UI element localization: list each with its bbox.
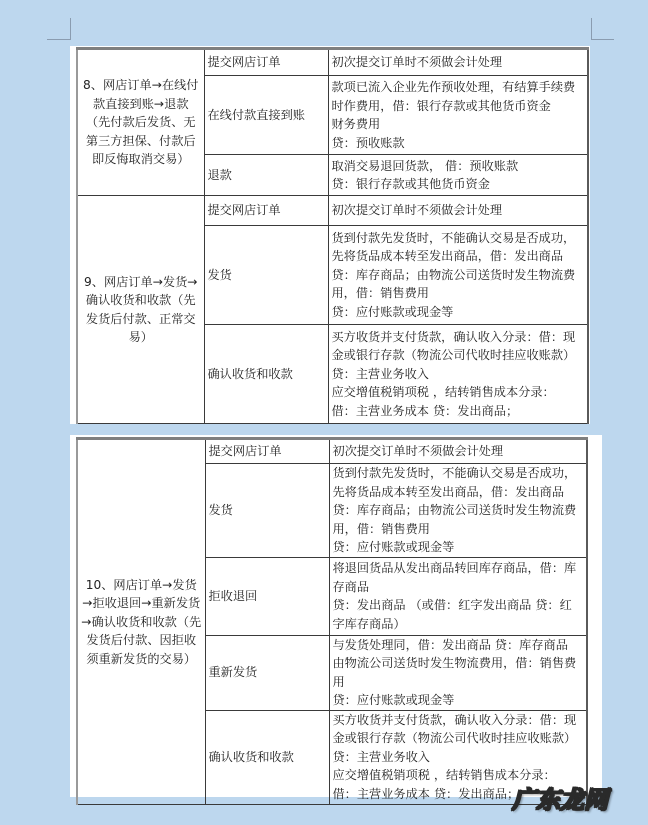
scenario-title: 10、网店订单→发货→拒收退回→重新发货→确认收货和收款（先发货后付款、因拒收须重新发货的交易） [77, 439, 205, 805]
site-watermark: 广东龙网 [512, 786, 608, 814]
step-description [328, 226, 588, 325]
step-description [329, 439, 587, 464]
table-row [77, 439, 587, 464]
accounting-table-page-2 [76, 437, 588, 805]
step-name: 发货 [205, 464, 329, 558]
step-name: 发货 [204, 226, 328, 325]
step-description [328, 76, 588, 155]
step-description [328, 155, 588, 196]
description-line: 货到付款先发货时，不能确认交易是否成功，先将货品成本转至发出商品，借：发出商品 [331, 230, 576, 264]
description-line: 与发货处理同，借：发出商品 贷：库存商品 [332, 637, 568, 652]
description-line: 贷：银行存款或其他货币资金 [331, 177, 490, 191]
description-line: 贷：预收账款 [331, 135, 405, 150]
description-line: 贷：主营业务收入 [332, 749, 430, 764]
step-name: 确认收货和收款 [205, 710, 329, 804]
step-name: 提交网店订单 [205, 439, 329, 464]
step-description [328, 196, 588, 226]
step-description [329, 464, 587, 558]
description-line: 贷：库存商品；由物流公司送货时发生物流费用，借：销售费用 [332, 503, 577, 536]
description-line: 贷：应付账款或现金等 [332, 693, 455, 707]
step-description [328, 325, 588, 424]
description-line: 贷：库存商品；由物流公司送货时发生物流费用，借：销售费用 [331, 267, 576, 301]
description-line: 贷：应付账款或现金等 [331, 304, 454, 319]
scenario-title: 9、网店订单→发货→确认收货和收款（先发货后付款、正常交易） [77, 196, 204, 424]
step-description [328, 49, 588, 76]
description-line: 初次提交订单时不须做会计处理 [332, 444, 504, 459]
step-description [329, 557, 587, 635]
description-line: 应交增值税销项税 ，结转销售成本分录： [331, 385, 555, 400]
description-line: 由物流公司送货时发生物流费用，借：销售费用 [332, 656, 577, 689]
description-line: 买方收货并支付货款，确认收入分录：借：现金或银行存款（物流公司代收时挂应收账款） [331, 329, 576, 363]
table-row [77, 196, 588, 226]
description-line: 货到付款先发货时，不能确认交易是否成功，先将货品成本转至发出商品，借：发出商品 [332, 466, 577, 499]
document-page-1 [70, 46, 590, 424]
accounting-table-page-1 [76, 47, 589, 424]
description-line: 买方收货并支付货款，确认收入分录：借：现金或银行存款（物流公司代收时挂应收账款） [332, 712, 577, 746]
step-name: 在线付款直接到账 [204, 76, 328, 155]
scenario-title: 8、网店订单→在线付款直接到账→退款（先付款后发货、无第三方担保、付款后即反悔取消交易） [77, 49, 204, 196]
description-line: 初次提交订单时不须做会计处理 [331, 203, 503, 218]
step-name: 确认收货和收款 [204, 325, 328, 424]
description-line: 贷：应付账款或现金等 [332, 540, 455, 554]
description-line: 初次提交订单时不须做会计处理 [331, 55, 503, 70]
description-line: 借：主营业务成本 贷：发出商品； [331, 403, 519, 418]
description-line: 借：主营业务成本 贷：发出商品； [332, 786, 520, 801]
description-line: 将退回货品从发出商品转回库存商品，借：库存商品 [332, 561, 577, 594]
description-line: 贷：发出商品 （或借：红字发出商品 贷：红字库存商品） [332, 598, 572, 631]
step-name: 提交网店订单 [204, 49, 328, 76]
description-line: 款项已流入企业先作预收处理，有结算手续费时作费用，借：银行存款或其他货币资金 [331, 80, 576, 113]
step-name: 重新发货 [205, 635, 329, 710]
table-row [77, 49, 588, 76]
step-description [329, 635, 587, 710]
step-name: 退款 [204, 155, 328, 196]
step-name: 拒收退回 [205, 557, 329, 635]
description-line: 财务费用 [331, 117, 381, 131]
step-name: 提交网店订单 [204, 196, 328, 226]
description-line: 贷：主营业务收入 [331, 366, 429, 381]
description-line: 应交增值税销项税 ，结转销售成本分录： [332, 768, 556, 783]
description-line: 取消交易退回货款， 借：预收账款 [331, 158, 519, 173]
page-corner-mark-left [47, 18, 71, 40]
page-corner-mark-right [591, 18, 614, 40]
